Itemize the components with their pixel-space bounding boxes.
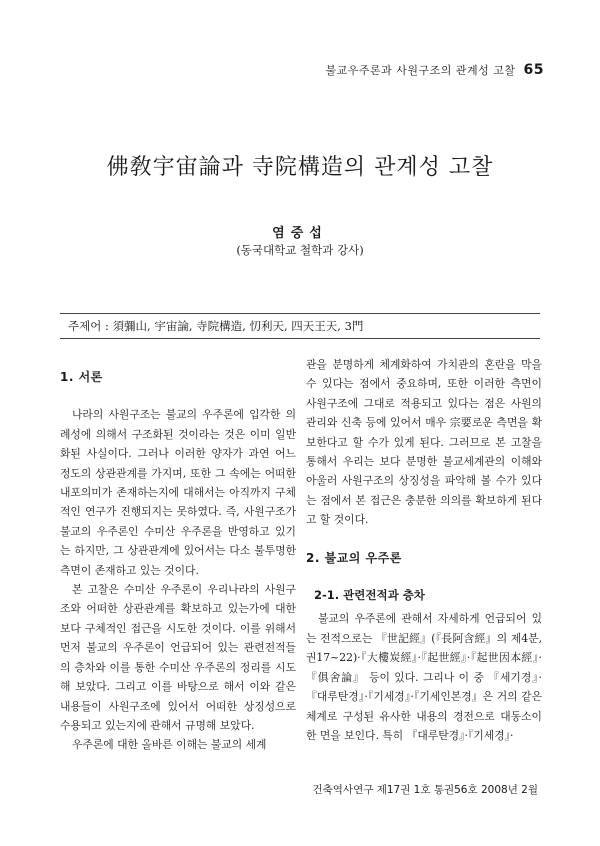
section-heading-cosmology: 2. 불교의 우주론 <box>306 550 402 565</box>
intro-paragraph-3: 우주론에 대한 올바른 이해는 불교의 세계 <box>72 738 267 752</box>
author-affiliation: (동국대학교 철학과 강사) <box>236 243 364 257</box>
right-column <box>306 355 542 745</box>
keywords-box: 주제어 : 須彌山, 宇宙論, 寺院構造, 忉利天, 四天王天, 3門 <box>60 313 540 339</box>
author-name: 염중섭 <box>272 226 328 241</box>
page-number: 65 <box>523 62 544 78</box>
subsection-heading-sources: 2-1. 관련전적과 층차 <box>314 588 425 603</box>
intro-paragraph-3-continued: 관을 분명하게 체계화하여 가치관의 혼란을 막을 수 있다는 점에서 중요하며, 또한 이러한 측면이 사원구조에 그대로 적용되고 있다는 점은 사원의 관리와 신축 등에 있어서 매우 宗要로운 측면을 확보한다고 할 수가 있게 된다. 그러므로 본 고찰을 통해서 우리는 보다 분명한 불교세계관의 이해와 아울러 사원구조의 상징성을 파악해 볼 수가 있다는 점에서 본 접근은 충분한 의의를 확보하게 된다고 할 것이다. <box>306 358 542 527</box>
running-head <box>326 62 545 78</box>
sources-paragraph: 불교의 우주론에 관해서 자세하게 언급되어 있는 전적으로는 『世記經』(『長阿含經』의 제4분, 권17~22)·『大樓炭經』·『起世經』·『起世因本經』·『俱舍論』 등이 있다. 그리나 이 중 『세기경』·『대루탄경』·『기세경』·『기세인본경』은 거의 같은 체계로 구성된 유사한 내용의 경전으로 대동소이한 면을 보인다. 특히 『대루탄경』·『기세경』· <box>306 612 542 742</box>
running-head-title: 불교우주론과 사원구조의 관계성 고찰 <box>325 64 516 77</box>
intro-paragraph-1: 나라의 사원구조는 불교의 우주론에 입각한 의례성에 의해서 구조화된 것이라는 것은 이미 일반화된 사실이다. 그러나 이러한 양자가 과연 어느 정도의 상관관계를 가지며, 또한 그 속에는 어떠한 내포의미가 존재하는지에 대해서는 아직까지 구체적인 연구가 진행되지는 못하였다. 즉, 사원구조가 불교의 우주론인 수미산 우주론을 반영하고 있기는 하지만, 그 상관관계에 있어서는 다소 불투명한 측면이 존재하고 있는 것이다. <box>60 408 296 577</box>
paper-title: 佛敎宇宙論과 寺院構造의 관계성 고찰 <box>106 155 494 180</box>
section-heading-introduction: 1. 서론 <box>60 370 103 384</box>
journal-footer: 건축역사연구 제17권 1호 통권56호 2008년 2월 <box>312 784 538 796</box>
left-column <box>60 368 296 755</box>
intro-paragraph-2: 본 고찰은 수미산 우주론이 우리나라의 사원구조와 어떠한 상관관계를 확보하고 있는가에 대한 보다 구체적인 접근을 시도한 것이다. 이를 위해서 먼저 불교의 우주론이 언급되어 있는 관련전적들의 층차와 이를 통한 수미산 우주론의 정리를 시도해 보았다. 그리고 이를 바탕으로 해서 이와 같은 내용들이 사원구조에 있어서 어떠한 상징성으로 수용되고 있는지에 관해서 규명해 보았다. <box>60 583 296 732</box>
